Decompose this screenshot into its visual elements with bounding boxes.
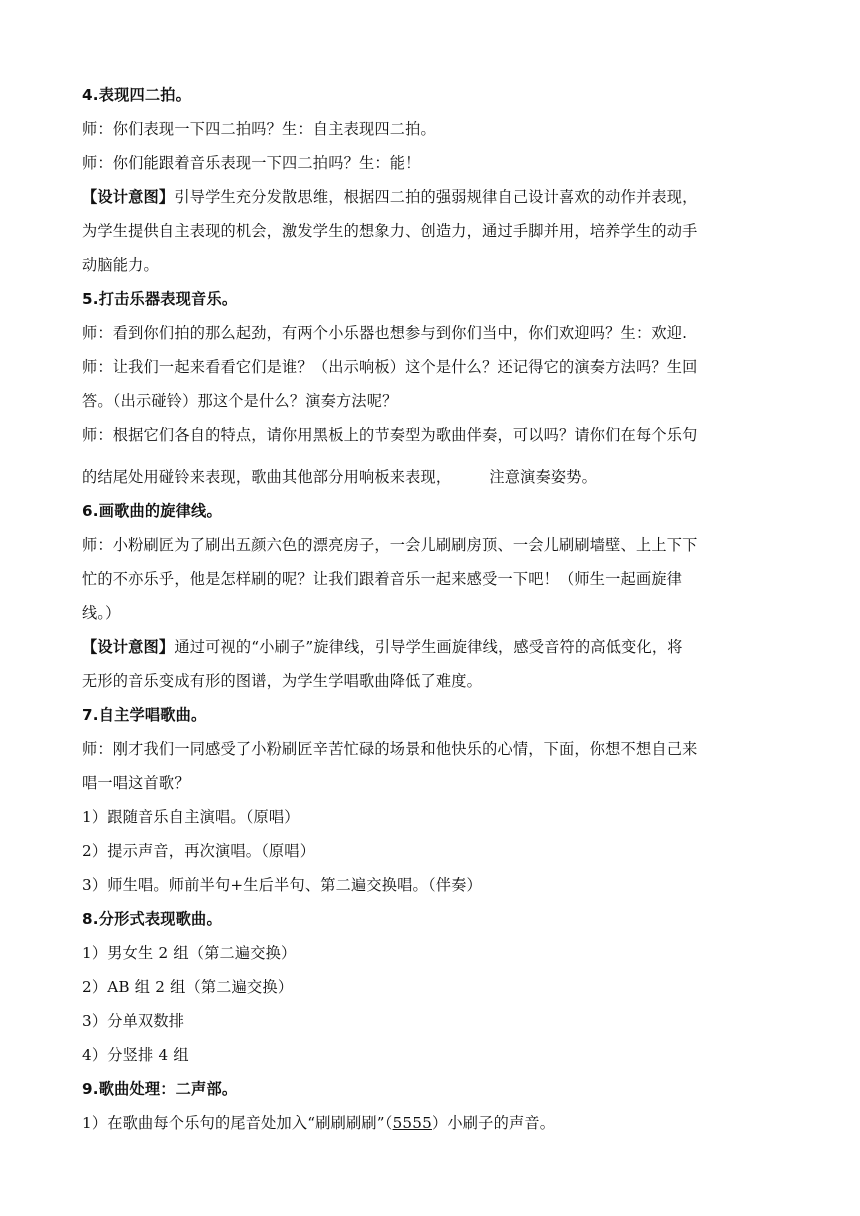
paragraph: 师：根据它们各自的特点，请你用黑板上的节奏型为歌曲伴奏，可以吗？请你们在每个乐句 [82, 426, 698, 444]
section-heading-6: 6.画歌曲的旋律线。 [82, 502, 222, 520]
paragraph: 答。（出示碰铃）那这个是什么？演奏方法呢？ [82, 392, 398, 410]
design-intent-tag: 【设计意图】 [82, 188, 175, 206]
design-intent-text: 通过可视的“小刷子”旋律线，引导学生画旋律线，感受音符的高低变化，将 [174, 638, 683, 656]
list-item: 1）跟随音乐自主演唱。（原唱） [82, 808, 300, 826]
design-intent-tag: 【设计意图】 [82, 638, 175, 656]
paragraph: 的结尾处用碰铃来表现，歌曲其他部分用响板来表现， 注意演奏姿势。 [82, 468, 598, 486]
paragraph: 师：小粉刷匠为了刷出五颜六色的漂亮房子，一会儿刷刷房顶、一会儿刷刷墙壁、上上下下 [82, 536, 698, 554]
design-intent-line [82, 180, 782, 214]
section-heading-8: 8.分形式表现歌曲。 [82, 910, 222, 928]
list-item: 1）在歌曲每个乐句的尾音处加入“刷刷刷刷”（5555）小刷子的声音。 [82, 1114, 556, 1132]
paragraph: 师：你们表现一下四二拍吗？生：自主表现四二拍。 [82, 120, 436, 138]
list-item: 2）提示声音，再次演唱。（原唱） [82, 842, 316, 860]
paragraph: 师：让我们一起来看看它们是谁？（出示响板）这个是什么？还记得它的演奏方法吗？生回 [82, 358, 698, 376]
document-page [82, 78, 782, 1140]
paragraph: 为学生提供自主表现的机会，激发学生的想象力、创造力，通过手脚并用，培养学生的动手 [82, 222, 698, 240]
list-item: 3）师生唱。师前半句+生后半句、第二遍交换唱。（伴奏） [82, 876, 482, 894]
paragraph: 唱一唱这首歌？ [82, 774, 190, 792]
paragraph: 动脑能力。 [82, 256, 159, 274]
section-heading-9: 9.歌曲处理：二声部。 [82, 1080, 238, 1098]
paragraph: 师：你们能跟着音乐表现一下四二拍吗？生：能！ [82, 154, 421, 172]
section-heading-4: 4.表现四二拍。 [82, 86, 192, 104]
paragraph: 忙的不亦乐乎，他是怎样刷的呢？让我们跟着音乐一起来感受一下吧！（师生一起画旋律 [82, 570, 683, 588]
paragraph: 线。） [82, 604, 121, 622]
list-item: 3）分单双数排 [82, 1012, 185, 1030]
design-intent-line [82, 630, 782, 664]
list-item: 4）分竖排 4 组 [82, 1046, 189, 1064]
section-heading-7: 7.自主学唱歌曲。 [82, 706, 207, 724]
paragraph: 无形的音乐变成有形的图谱，为学生学唱歌曲降低了难度。 [82, 672, 483, 690]
paragraph: 师：刚才我们一同感受了小粉刷匠辛苦忙碌的场景和他快乐的心情，下面，你想不想自己来 [82, 740, 698, 758]
list-item: 2）AB 组 2 组（第二遍交换） [82, 978, 294, 996]
section-heading-5: 5.打击乐器表现音乐。 [82, 290, 238, 308]
rhythm-notation: 5555 [392, 1114, 433, 1132]
paragraph: 师：看到你们拍的那么起劲，有两个小乐器也想参与到你们当中，你们欢迎吗？生：欢迎. [82, 324, 688, 342]
list-item: 1）男女生 2 组（第二遍交换） [82, 944, 297, 962]
design-intent-text: 引导学生充分发散思维，根据四二拍的强弱规律自己设计喜欢的动作并表现， [174, 188, 698, 206]
